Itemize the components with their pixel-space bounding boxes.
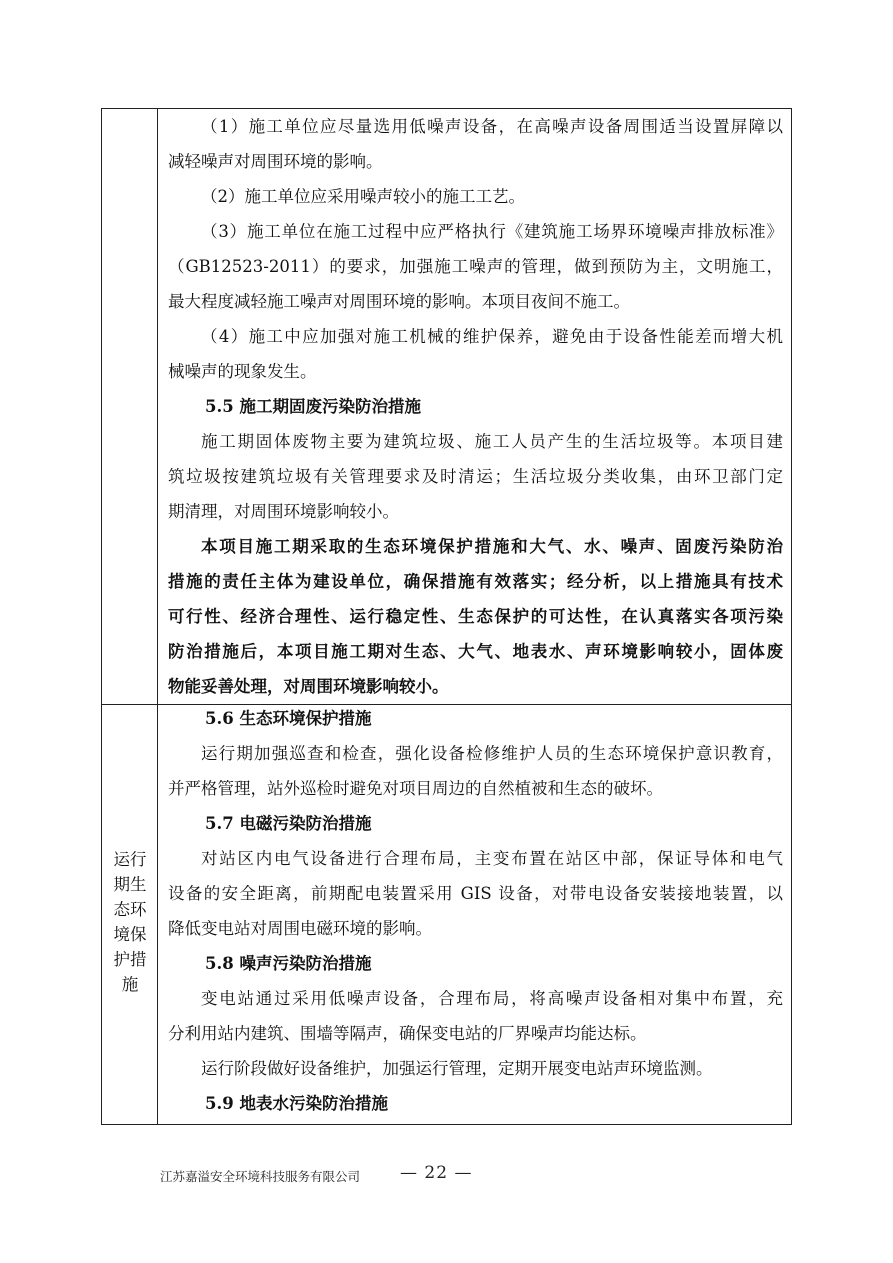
paragraph-line: 筑垃圾按建筑垃圾有关管理要求及时清运；生活垃圾分类收集，由环卫部门定 <box>168 467 783 486</box>
row-label-cell <box>102 109 158 704</box>
page-footer <box>0 1164 893 1192</box>
row-label-cell <box>102 705 158 1124</box>
paragraph-line: 降低变电站对周围电磁环境的影响。 <box>168 919 432 938</box>
paragraph-line: 最大程度减轻施工噪声对周围环境的影响。本项目夜间不施工。 <box>168 292 630 311</box>
section-heading: 5.7 电磁污染防治措施 <box>205 814 372 833</box>
paragraph-line: 施工期固体废物主要为建筑垃圾、施工人员产生的生活垃圾等。本项目建 <box>201 432 783 451</box>
paragraph-line: 期清理，对周围环境影响较小。 <box>168 502 399 521</box>
paragraph-line: 并严格管理，站外巡检时避免对项目周边的自然植被和生态的破坏。 <box>168 779 663 798</box>
operation-period-content <box>168 701 783 1121</box>
paragraph-line: 运行阶段做好设备维护，加强运行管理，定期开展变电站声环境监测。 <box>201 1059 713 1078</box>
page-number: — 22 — <box>400 1163 473 1183</box>
paragraph-line: 减轻噪声对周围环境的影响。 <box>168 152 383 171</box>
paragraph-line: 运行期加强巡查和检查，强化设备检修维护人员的生态环境保护意识教育， <box>201 744 783 763</box>
conclusion-line: 防治措施后，本项目施工期对生态、大气、地表水、声环境影响较小，固体废 <box>168 642 783 661</box>
row-label: 运行期生态环境保护措施 <box>113 850 147 994</box>
paragraph-line: 对站区内电气设备进行合理布局，主变布置在站区中部，保证导体和电气 <box>201 849 783 868</box>
operation-period-row <box>102 705 791 1124</box>
measures-table <box>101 108 792 1125</box>
paragraph-line: 变电站通过采用低噪声设备，合理布局，将高噪声设备相对集中布置，充 <box>201 989 783 1008</box>
paragraph-line: 分利用站内建筑、围墙等隔声，确保变电站的厂界噪声均能达标。 <box>168 1024 647 1043</box>
paragraph-line: （3）施工单位在施工过程中应严格执行《建筑施工场界环境噪声排放标准》 <box>201 222 783 241</box>
section-heading: 5.5 施工期固废污染防治措施 <box>205 397 421 416</box>
conclusion-line: 可行性、经济合理性、运行稳定性、生态保护的可达性，在认真落实各项污染 <box>168 607 783 626</box>
section-heading: 5.6 生态环境保护措施 <box>205 709 372 728</box>
construction-period-row <box>102 109 791 705</box>
paragraph-line: （4）施工中应加强对施工机械的维护保养，避免由于设备性能差而增大机 <box>201 327 783 346</box>
footer-company: 江苏嘉溢安全环境科技服务有限公司 <box>160 1169 361 1184</box>
conclusion-line: 措施的责任主体为建设单位，确保措施有效落实；经分析，以上措施具有技术 <box>168 572 783 591</box>
paragraph-line: （2）施工单位应采用噪声较小的施工工艺。 <box>201 187 525 206</box>
paragraph-line: 械噪声的现象发生。 <box>168 362 317 381</box>
section-heading: 5.8 噪声污染防治措施 <box>205 954 372 973</box>
paragraph-line: 设备的安全距离，前期配电装置采用 GIS 设备，对带电设备安装接地装置，以 <box>168 884 783 903</box>
construction-period-content <box>168 109 783 704</box>
section-heading: 5.9 地表水污染防治措施 <box>205 1094 388 1113</box>
conclusion-line: 本项目施工期采取的生态环境保护措施和大气、水、噪声、固废污染防治 <box>201 537 783 556</box>
paragraph-line: （GB12523-2011）的要求，加强施工噪声的管理，做到预防为主，文明施工， <box>168 257 783 276</box>
conclusion-line: 物能妥善处理，对周围环境影响较小。 <box>168 677 449 696</box>
paragraph-line: （1）施工单位应尽量选用低噪声设备，在高噪声设备周围适当设置屏障以 <box>201 117 783 136</box>
